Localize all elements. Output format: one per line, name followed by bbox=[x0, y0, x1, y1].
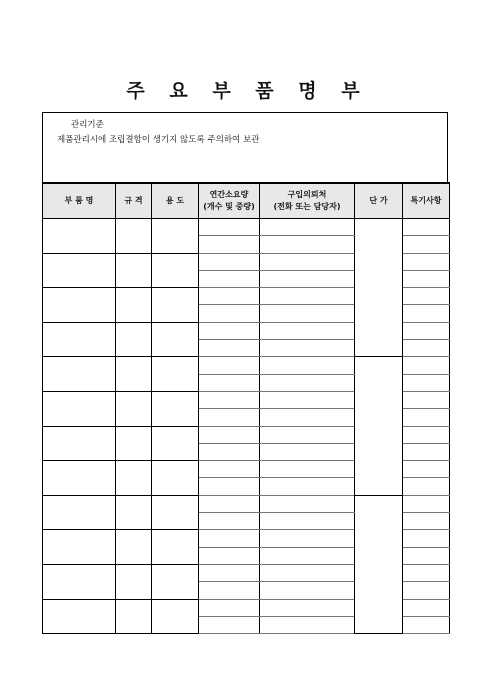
remarks-cell[interactable] bbox=[403, 530, 450, 547]
annual-quantity-cell[interactable] bbox=[199, 288, 260, 305]
spec-cell[interactable] bbox=[116, 322, 152, 357]
annual-quantity-cell[interactable] bbox=[199, 443, 260, 460]
remarks-cell[interactable] bbox=[403, 564, 450, 581]
supplier-cell[interactable] bbox=[260, 340, 355, 357]
remarks-cell[interactable] bbox=[403, 374, 450, 391]
supplier-cell[interactable] bbox=[260, 374, 355, 391]
remarks-cell[interactable] bbox=[403, 322, 450, 339]
supplier-cell[interactable] bbox=[260, 322, 355, 339]
supplier-cell[interactable] bbox=[260, 564, 355, 581]
spec-cell[interactable] bbox=[116, 253, 152, 288]
supplier-cell[interactable] bbox=[260, 599, 355, 616]
remarks-cell[interactable] bbox=[403, 409, 450, 426]
annual-quantity-cell[interactable] bbox=[199, 270, 260, 287]
annual-quantity-cell[interactable] bbox=[199, 461, 260, 478]
header-spec: 규 격 bbox=[116, 183, 152, 219]
annual-quantity-cell[interactable] bbox=[199, 322, 260, 339]
remarks-cell[interactable] bbox=[403, 582, 450, 599]
part-name-cell[interactable] bbox=[43, 461, 116, 496]
supplier-cell[interactable] bbox=[260, 391, 355, 408]
spec-cell[interactable] bbox=[116, 391, 152, 426]
annual-quantity-cell[interactable] bbox=[199, 513, 260, 530]
annual-quantity-cell[interactable] bbox=[199, 564, 260, 581]
remarks-cell[interactable] bbox=[403, 219, 450, 236]
remarks-cell[interactable] bbox=[403, 461, 450, 478]
usage-cell[interactable] bbox=[152, 495, 199, 530]
unit-price-cell[interactable] bbox=[355, 495, 403, 633]
supplier-cell[interactable] bbox=[260, 236, 355, 253]
annual-quantity-cell[interactable] bbox=[199, 340, 260, 357]
supplier-cell[interactable] bbox=[260, 219, 355, 236]
annual-quantity-cell[interactable] bbox=[199, 391, 260, 408]
remarks-cell[interactable] bbox=[403, 236, 450, 253]
part-name-cell[interactable] bbox=[43, 599, 116, 634]
part-name-cell[interactable] bbox=[43, 253, 116, 288]
part-name-cell[interactable] bbox=[43, 357, 116, 392]
supplier-cell[interactable] bbox=[260, 409, 355, 426]
annual-quantity-cell[interactable] bbox=[199, 547, 260, 564]
remarks-cell[interactable] bbox=[403, 391, 450, 408]
remarks-cell[interactable] bbox=[403, 513, 450, 530]
part-name-cell[interactable] bbox=[43, 426, 116, 461]
annual-quantity-cell[interactable] bbox=[199, 495, 260, 512]
header-remarks: 특기사항 bbox=[403, 183, 450, 219]
annual-quantity-cell[interactable] bbox=[199, 599, 260, 616]
remarks-cell[interactable] bbox=[403, 616, 450, 633]
remarks-cell[interactable] bbox=[403, 547, 450, 564]
usage-cell[interactable] bbox=[152, 530, 199, 565]
spec-cell[interactable] bbox=[116, 357, 152, 392]
spec-cell[interactable] bbox=[116, 599, 152, 634]
spec-cell[interactable] bbox=[116, 530, 152, 565]
spec-cell[interactable] bbox=[116, 219, 152, 254]
remarks-cell[interactable] bbox=[403, 426, 450, 443]
header-usage: 용 도 bbox=[152, 183, 199, 219]
remarks-cell[interactable] bbox=[403, 443, 450, 460]
annual-quantity-cell[interactable] bbox=[199, 236, 260, 253]
usage-cell[interactable] bbox=[152, 288, 199, 323]
part-name-cell[interactable] bbox=[43, 530, 116, 565]
remarks-cell[interactable] bbox=[403, 478, 450, 495]
spec-cell[interactable] bbox=[116, 426, 152, 461]
annual-quantity-cell[interactable] bbox=[199, 305, 260, 322]
usage-cell[interactable] bbox=[152, 461, 199, 496]
remarks-cell[interactable] bbox=[403, 305, 450, 322]
remarks-cell[interactable] bbox=[403, 288, 450, 305]
page-title: 주 요 부 품 명 부 bbox=[126, 80, 369, 102]
part-name-cell[interactable] bbox=[43, 495, 116, 530]
management-criteria-box bbox=[42, 112, 448, 182]
annual-quantity-cell[interactable] bbox=[199, 219, 260, 236]
unit-price-cell[interactable] bbox=[355, 219, 403, 357]
unit-price-cell[interactable] bbox=[355, 357, 403, 495]
supplier-cell[interactable] bbox=[260, 461, 355, 478]
supplier-cell[interactable] bbox=[260, 305, 355, 322]
part-name-cell[interactable] bbox=[43, 288, 116, 323]
remarks-cell[interactable] bbox=[403, 270, 450, 287]
header-annual-quantity: 연간소요량 (개수 및 중량) bbox=[199, 183, 260, 219]
annual-quantity-cell[interactable] bbox=[199, 530, 260, 547]
supplier-cell[interactable] bbox=[260, 513, 355, 530]
annual-quantity-cell[interactable] bbox=[199, 616, 260, 633]
annual-quantity-cell[interactable] bbox=[199, 374, 260, 391]
usage-cell[interactable] bbox=[152, 426, 199, 461]
usage-cell[interactable] bbox=[152, 564, 199, 599]
supplier-cell[interactable] bbox=[260, 288, 355, 305]
part-name-cell[interactable] bbox=[43, 564, 116, 599]
annual-quantity-cell[interactable] bbox=[199, 582, 260, 599]
table-header-row bbox=[43, 183, 450, 219]
table-row bbox=[43, 219, 450, 236]
usage-cell[interactable] bbox=[152, 322, 199, 357]
annual-quantity-cell[interactable] bbox=[199, 426, 260, 443]
supplier-cell[interactable] bbox=[260, 616, 355, 633]
parts-table bbox=[42, 182, 450, 634]
supplier-cell[interactable] bbox=[260, 582, 355, 599]
supplier-cell[interactable] bbox=[260, 495, 355, 512]
remarks-cell[interactable] bbox=[403, 253, 450, 270]
table-row bbox=[43, 495, 450, 512]
supplier-cell[interactable] bbox=[260, 443, 355, 460]
criteria-text: 제품관리시에 조립결함이 생기지 않도록 주의하여 보관 bbox=[57, 135, 260, 145]
usage-cell[interactable] bbox=[152, 357, 199, 392]
part-name-cell[interactable] bbox=[43, 219, 116, 254]
spec-cell[interactable] bbox=[116, 564, 152, 599]
header-unit-price: 단 가 bbox=[355, 183, 403, 219]
remarks-cell[interactable] bbox=[403, 340, 450, 357]
spec-cell[interactable] bbox=[116, 495, 152, 530]
remarks-cell[interactable] bbox=[403, 599, 450, 616]
usage-cell[interactable] bbox=[152, 219, 199, 254]
header-supplier: 구입의뢰처 (전화 또는 담당자) bbox=[260, 183, 355, 219]
table-row bbox=[43, 357, 450, 374]
supplier-cell[interactable] bbox=[260, 426, 355, 443]
part-name-cell[interactable] bbox=[43, 322, 116, 357]
header-part-name: 부 품 명 bbox=[43, 183, 116, 219]
remarks-cell[interactable] bbox=[403, 495, 450, 512]
supplier-cell[interactable] bbox=[260, 270, 355, 287]
supplier-cell[interactable] bbox=[260, 478, 355, 495]
supplier-cell[interactable] bbox=[260, 547, 355, 564]
supplier-cell[interactable] bbox=[260, 357, 355, 374]
spec-cell[interactable] bbox=[116, 461, 152, 496]
annual-quantity-cell[interactable] bbox=[199, 253, 260, 270]
part-name-cell[interactable] bbox=[43, 391, 116, 426]
supplier-cell[interactable] bbox=[260, 530, 355, 547]
criteria-label: 관리기준 bbox=[71, 120, 104, 130]
annual-quantity-cell[interactable] bbox=[199, 357, 260, 374]
usage-cell[interactable] bbox=[152, 599, 199, 634]
usage-cell[interactable] bbox=[152, 391, 199, 426]
usage-cell[interactable] bbox=[152, 253, 199, 288]
annual-quantity-cell[interactable] bbox=[199, 478, 260, 495]
spec-cell[interactable] bbox=[116, 288, 152, 323]
remarks-cell[interactable] bbox=[403, 357, 450, 374]
supplier-cell[interactable] bbox=[260, 253, 355, 270]
annual-quantity-cell[interactable] bbox=[199, 409, 260, 426]
